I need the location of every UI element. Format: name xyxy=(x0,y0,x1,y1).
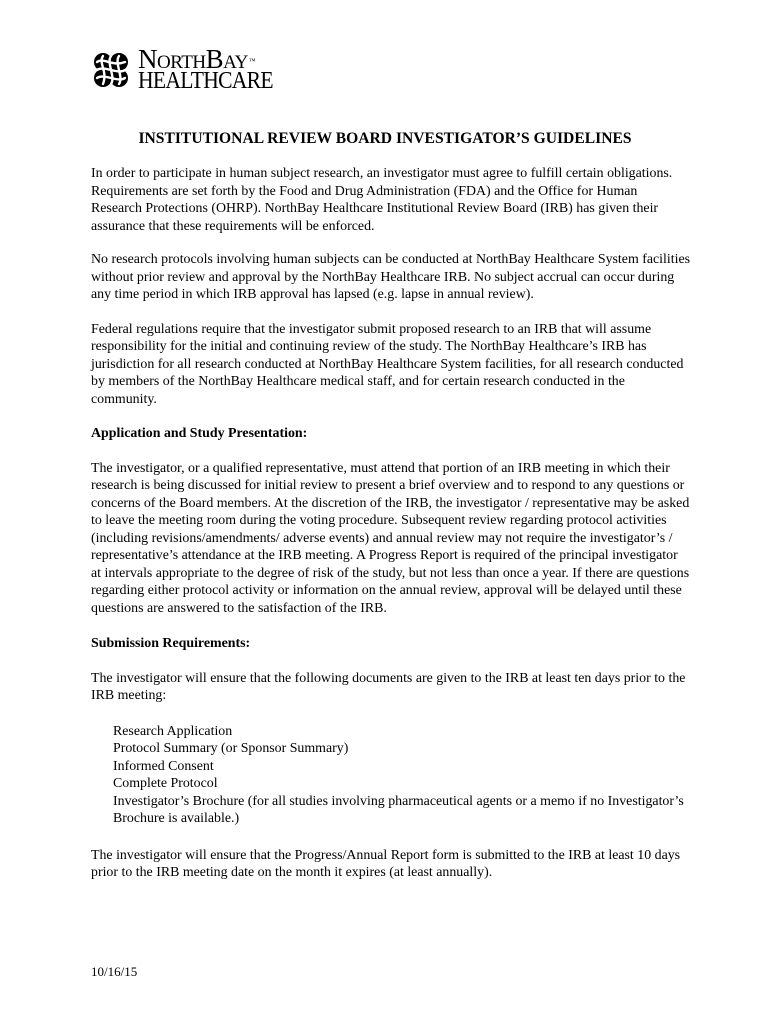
application-paragraph: The investigator, or a qualified representative, must attend that portion of an IRB meeting in which their research is being discussed for initial review to present a brief overview and to respond to any questions or concerns of the Board members. At the discretion of the IRB, the investigator / representative may be asked to leave the meeting room during the voting procedure. Subsequent review regarding protocol activities (including revisions/amendments/ adverse events) and annual review may not require the investigator’s / representative’s attendance at the IRB meeting. A Progress Report is required of the principal investigator at intervals appropriate to the degree of risk of the study, but not less than once a year. If there are questions regarding either protocol activity or information on the annual review, approval will be delayed until these questions are answered to the satisfaction of the IRB. xyxy=(91,460,690,616)
logo-wordmark-healthcare: HEALTHCARE xyxy=(138,68,273,94)
document-title: INSTITUTIONAL REVIEW BOARD INVESTIGATOR’S GUIDELINES xyxy=(138,130,632,147)
list-item: Research Application xyxy=(113,723,233,739)
submission-closing-paragraph: The investigator will ensure that the Progress/Annual Report form is submitted to the IRB at least 10 days prior to the IRB meeting date on the month it expires (at least annually). xyxy=(91,847,681,880)
federal-regulations-paragraph: Federal regulations require that the investigator submit proposed research to an IRB that will assume responsibility for the initial and continuing review of the study. The NorthBay Healthcare’s IRB has jurisdiction for all research conducted at NorthBay Healthcare System facilities, for all research conducted by members of the NorthBay Healthcare medical staff, and for certain research conducted in the community. xyxy=(91,321,684,407)
submission-heading: Submission Requirements: xyxy=(91,636,251,651)
document-body xyxy=(91,165,691,882)
submission-intro-paragraph: The investigator will ensure that the following documents are given to the IRB at least ten days prior to the IRB meeting: xyxy=(91,670,686,703)
list-item: Complete Protocol xyxy=(113,776,218,791)
northbay-healthcare-logo xyxy=(90,46,300,94)
logo-wordmark-northbay: NorthBay™ xyxy=(138,44,256,74)
protocols-paragraph: No research protocols involving human subjects can be conducted at NorthBay Healthcare System facilities without prior review and approval by the NorthBay Healthcare IRB. No subject accrual can occur during any time period in which IRB approval has lapsed (e.g. lapse in annual review). xyxy=(91,252,691,302)
intro-paragraph: In order to participate in human subject research, an investigator must agree to fulfill certain obligations. Requirements are set forth by the Food and Drug Administration (FDA) and the Office for Human Research Protections (OHRP). NorthBay Healthcare Institutional Review Board (IRB) has given their assurance that these requirements will be enforced. xyxy=(91,166,673,234)
northbay-knot-logo-icon xyxy=(90,49,132,91)
required-documents-list xyxy=(113,723,691,828)
list-item: Protocol Summary (or Sponsor Summary) xyxy=(113,741,349,756)
list-item: Informed Consent xyxy=(113,758,214,774)
footer-date: 10/16/15 xyxy=(91,964,138,979)
list-item: Investigator’s Brochure (for all studies involving pharmaceutical agents or a memo if no Investigator’s Brochure is available.) xyxy=(113,793,684,826)
application-heading: Application and Study Presentation: xyxy=(91,426,308,441)
